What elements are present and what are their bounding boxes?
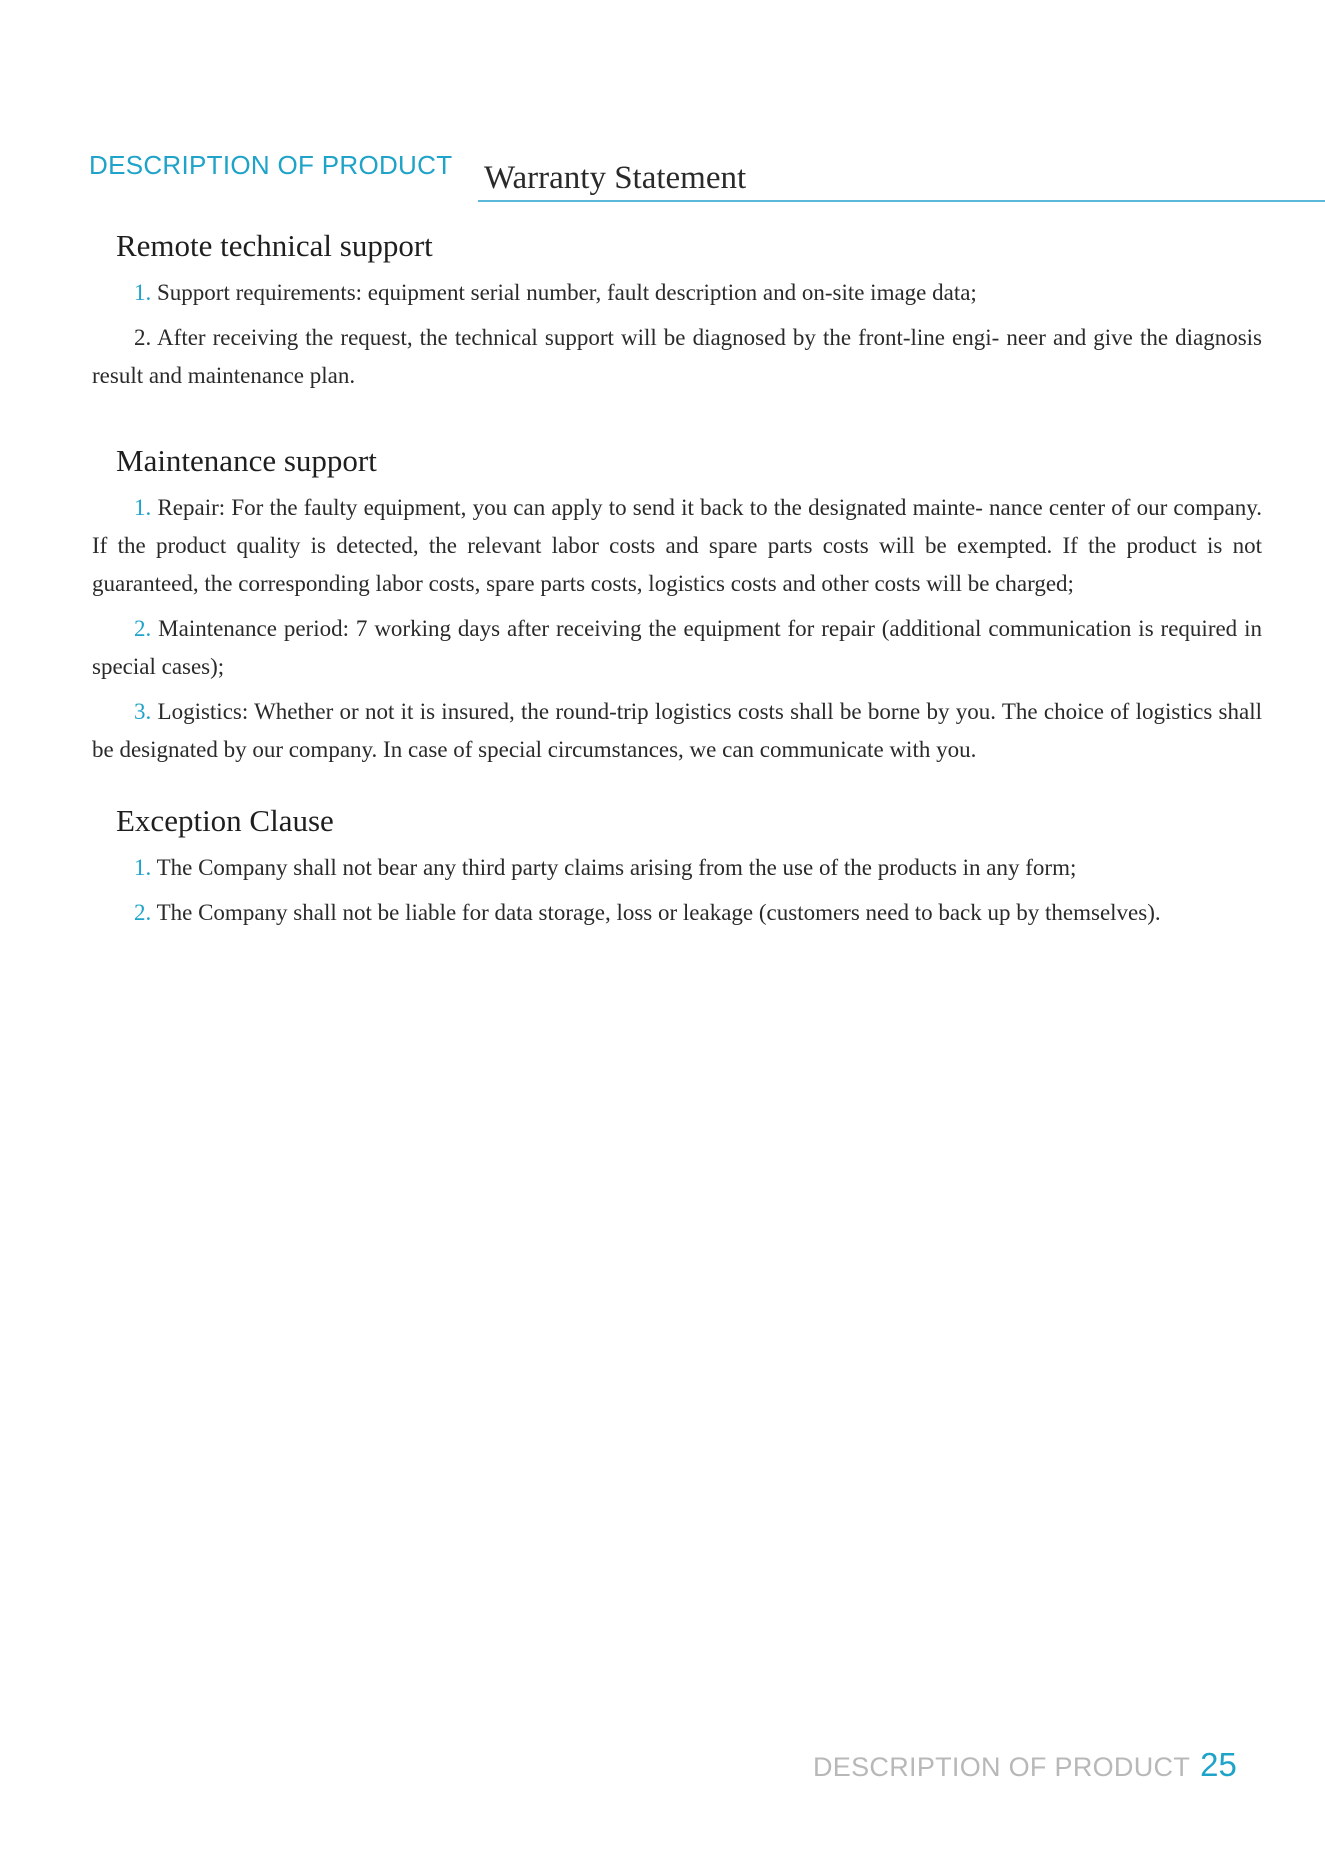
item-text: The Company shall not be liable for data storage, loss or leakage (customers need to back up by themselves). — [151, 900, 1161, 925]
page-title: Warranty Statement — [484, 160, 747, 196]
item-text: Logistics: Whether or not it is insured, the round-trip logistics costs shall be borne by you. The choice of logistics shall be designated by our company. In case of special circumstances, we can communicate with you. — [92, 699, 1262, 762]
section-remote-technical-support — [92, 228, 1262, 395]
list-item — [92, 693, 1262, 769]
item-number: 1. — [134, 280, 152, 305]
document-body — [92, 228, 1262, 939]
item-number: 2. — [134, 900, 152, 925]
item-number: 1. — [134, 855, 152, 880]
page-footer — [813, 1746, 1237, 1784]
item-number: 2. — [134, 325, 152, 350]
section-heading: Exception Clause — [116, 803, 334, 838]
item-number: 1. — [134, 495, 152, 520]
list-item — [92, 319, 1262, 395]
section-maintenance-support — [92, 443, 1262, 769]
section-exception-clause — [92, 803, 1262, 932]
item-text: Repair: For the faulty equipment, you can apply to send it back to the designated mainte- nance center of our company. If the product quality is detected, the relevant labor costs and spare parts costs will be exempted. If the product is not guaranteed, the corresponding labor costs, spare parts costs, logistics costs and other costs will be charged; — [92, 495, 1262, 596]
footer-label: DESCRIPTION OF PRODUCT — [813, 1752, 1191, 1782]
list-item — [92, 274, 1262, 312]
header-divider — [478, 200, 1325, 202]
item-text: After receiving the request, the technical support will be diagnosed by the front-line engi- neer and give the diagnosis result and maintenance plan. — [92, 325, 1262, 388]
item-number: 2. — [134, 616, 152, 641]
item-text: Maintenance period: 7 working days after receiving the equipment for repair (additional communication is required in special cases); — [92, 616, 1262, 679]
header-section-label: DESCRIPTION OF PRODUCT — [89, 150, 453, 180]
section-heading: Maintenance support — [116, 443, 377, 478]
page-number: 25 — [1200, 1746, 1237, 1783]
item-number: 3. — [134, 699, 152, 724]
item-text: Support requirements: equipment serial number, fault description and on-site image data; — [151, 280, 977, 305]
section-heading: Remote technical support — [116, 228, 433, 263]
list-item — [92, 610, 1262, 686]
item-text: The Company shall not bear any third party claims arising from the use of the products in any form; — [151, 855, 1077, 880]
list-item — [92, 489, 1262, 603]
list-item — [92, 894, 1262, 932]
list-item — [92, 849, 1262, 887]
